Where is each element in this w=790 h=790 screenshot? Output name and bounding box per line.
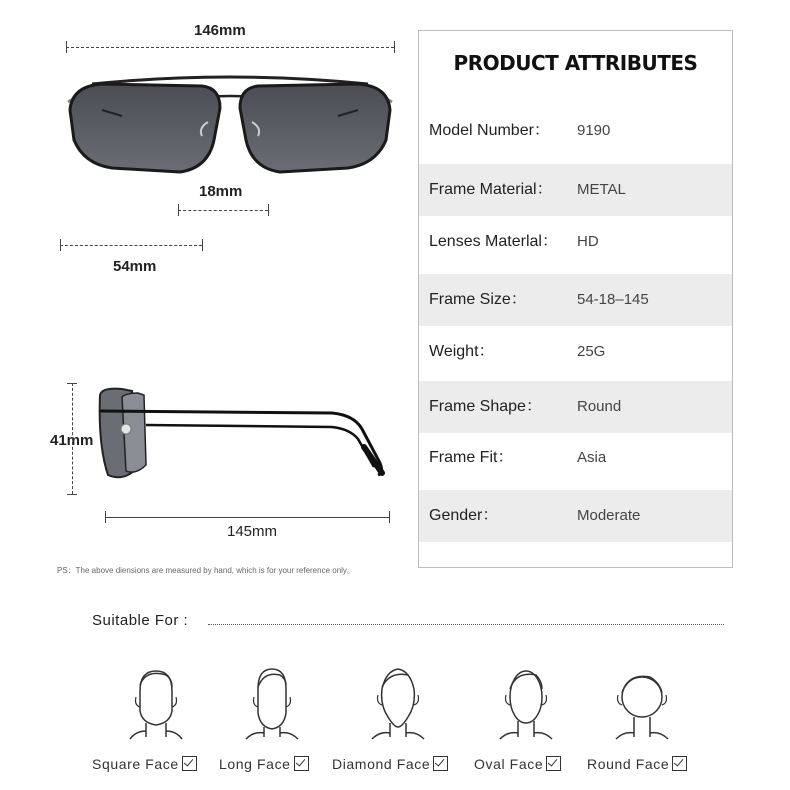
diamond-face-icon [368,665,428,740]
attr-row-model-number [419,105,732,157]
face-label-text: Square Face [92,756,179,772]
face-label-diamond [332,756,448,772]
face-label-text: Diamond Face [332,756,431,772]
attr-label: Frame Size： [429,291,527,308]
face-label-square [92,756,197,772]
bridge-line [178,210,268,211]
attr-value: 54‐18–145 [577,291,649,308]
temple-length-label: 145mm [227,523,278,540]
attr-row-gender [419,490,732,542]
temple-length-tick-left [105,511,106,523]
attr-label: Frame Shape： [429,398,542,415]
attr-value: Round [577,398,622,415]
face-label-round [587,756,687,772]
measurement-note: PS：The above diensions are measured by hand, which is for your reference only。 [57,566,355,575]
suitable-divider [208,624,724,625]
sunglasses-front-image [62,70,398,180]
attr-value: METAL [577,181,626,198]
total-width-tick-right [394,41,395,53]
attr-label: Lenses Materlal： [429,233,558,250]
square-face-icon [126,665,186,740]
attr-label: Frame Fit： [429,449,514,466]
checkbox-checked-icon [546,756,561,771]
checkbox-checked-icon [294,756,309,771]
total-width-line [66,47,394,48]
attr-value: Asia [577,449,607,466]
temple-length-line [105,517,389,518]
attr-value: 9190 [577,122,611,139]
sunglasses-side-image [92,385,392,485]
lens-width-label: 54mm [113,258,157,275]
lens-width-line [60,245,202,246]
checkbox-checked-icon [433,756,448,771]
oval-face-icon [496,665,556,740]
attr-value: 25G [577,343,606,360]
lens-height-tick-bottom [67,494,77,495]
attr-row-frame-fit [419,432,732,484]
attr-row-weight [419,326,732,378]
lens-height-tick-top [67,383,77,384]
attr-label: Frame Material： [429,181,553,198]
face-label-oval [474,756,561,772]
bridge-tick-left [178,204,179,216]
attr-row-lenses-material [419,216,732,268]
checkbox-checked-icon [672,756,687,771]
attr-row-frame-material [419,164,732,216]
checkbox-checked-icon [182,756,197,771]
total-width-label: 146mm [194,22,246,39]
lens-width-tick-left [60,239,61,251]
attr-label: Model Number： [429,122,550,139]
lens-height-line [72,383,73,494]
temple-length-tick-right [389,511,390,523]
attr-label: Weight： [429,343,495,360]
lens-height-label: 41mm [50,432,94,449]
long-face-icon [242,665,302,740]
attr-label: Gender： [429,507,499,524]
bridge-label: 18mm [199,183,243,200]
lens-width-tick-right [202,239,203,251]
face-label-text: Oval Face [474,756,544,772]
bridge-tick-right [268,204,269,216]
attr-value: Moderate [577,507,641,524]
attr-row-frame-size [419,274,732,326]
product-attributes-panel [418,30,733,568]
total-width-tick-left [66,41,67,53]
panel-title: PRODUCT ATTRIBUTES [453,51,698,75]
suitable-heading: Suitable For : [92,612,189,629]
attr-row-frame-shape [419,381,732,433]
face-label-text: Round Face [587,756,670,772]
round-face-icon [612,665,672,740]
attr-value: HD [577,233,599,250]
face-label-text: Long Face [219,756,291,772]
face-label-long [219,756,309,772]
